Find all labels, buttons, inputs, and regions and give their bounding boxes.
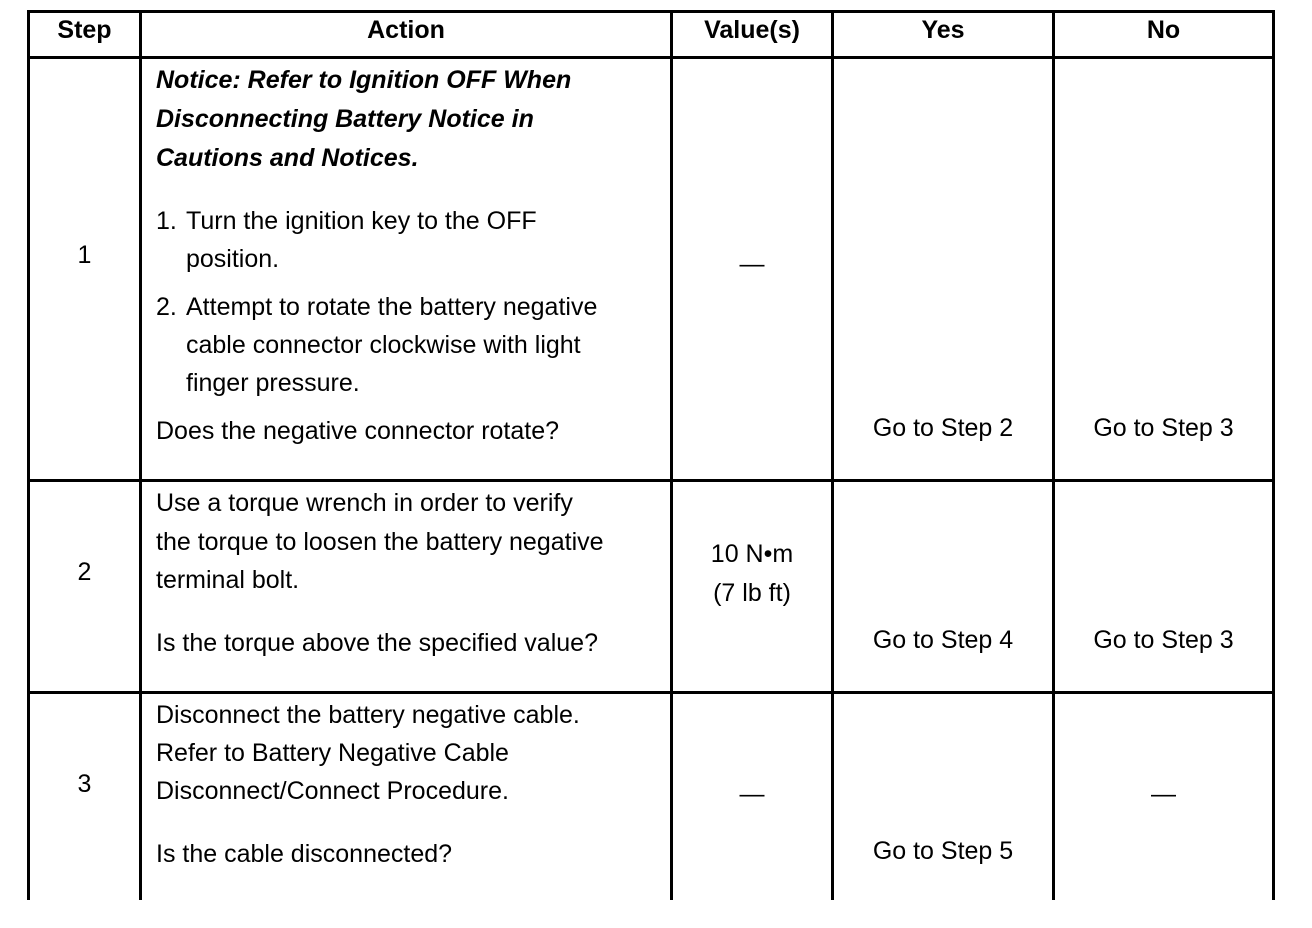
- notice-line: Cautions and Notices.: [156, 144, 419, 172]
- row-2-bottom-border: [27, 691, 1275, 694]
- list-number: 2.: [156, 293, 177, 321]
- row-1-bottom-border: [27, 479, 1275, 482]
- notice-line: Disconnecting Battery Notice in: [156, 105, 534, 133]
- list-number: 1.: [156, 207, 177, 235]
- value-dash: —: [739, 250, 765, 278]
- no-result: Go to Step 3: [1093, 414, 1234, 442]
- no-result: —: [1151, 780, 1176, 808]
- header-step: Step: [57, 16, 112, 44]
- action-line: the torque to loosen the battery negative: [156, 528, 604, 556]
- step-number: 3: [77, 770, 92, 798]
- list-item-continuation: cable connector clockwise with light: [186, 331, 581, 359]
- header-yes: Yes: [921, 16, 965, 44]
- list-item-continuation: position.: [186, 245, 280, 273]
- col-divider-no: [1052, 10, 1055, 900]
- col-divider-action: [139, 10, 142, 900]
- list-item: [156, 288, 597, 327]
- action-line: terminal bolt.: [156, 566, 300, 594]
- list-text: Attempt to rotate the battery negative: [186, 293, 598, 321]
- col-divider-values: [670, 10, 673, 900]
- question: Is the torque above the specified value?: [156, 629, 598, 657]
- yes-result: Go to Step 2: [872, 414, 1014, 442]
- col-divider-yes: [831, 10, 834, 900]
- value-line: 10 N•m: [710, 540, 794, 568]
- action-line: Use a torque wrench in order to verify: [156, 489, 573, 517]
- list-item: [156, 202, 537, 241]
- left-border: [27, 10, 30, 900]
- header-no: No: [1146, 16, 1181, 44]
- list-text: Turn the ignition key to the OFF: [186, 207, 537, 235]
- question: Does the negative connector rotate?: [156, 417, 560, 445]
- action-line: Disconnect the battery negative cable.: [156, 701, 580, 729]
- header-action: Action: [367, 16, 445, 44]
- yes-result: Go to Step 4: [872, 626, 1014, 654]
- step-number: 2: [77, 558, 92, 586]
- value-dash: —: [739, 780, 765, 808]
- yes-result: Go to Step 5: [872, 837, 1014, 865]
- header-values: Value(s): [704, 16, 800, 44]
- notice-line: Notice: Refer to Ignition OFF When: [156, 66, 572, 94]
- list-item-continuation: finger pressure.: [186, 369, 360, 397]
- step-number: 1: [77, 241, 92, 269]
- table-top-border: [27, 10, 1275, 13]
- question: Is the cable disconnected?: [156, 840, 453, 868]
- no-result: Go to Step 3: [1093, 626, 1234, 654]
- right-border: [1272, 10, 1275, 900]
- action-line: Refer to Battery Negative Cable: [156, 739, 509, 767]
- header-bottom-border: [27, 56, 1275, 59]
- action-line: Disconnect/Connect Procedure.: [156, 777, 509, 805]
- value-line: (7 lb ft): [713, 579, 791, 607]
